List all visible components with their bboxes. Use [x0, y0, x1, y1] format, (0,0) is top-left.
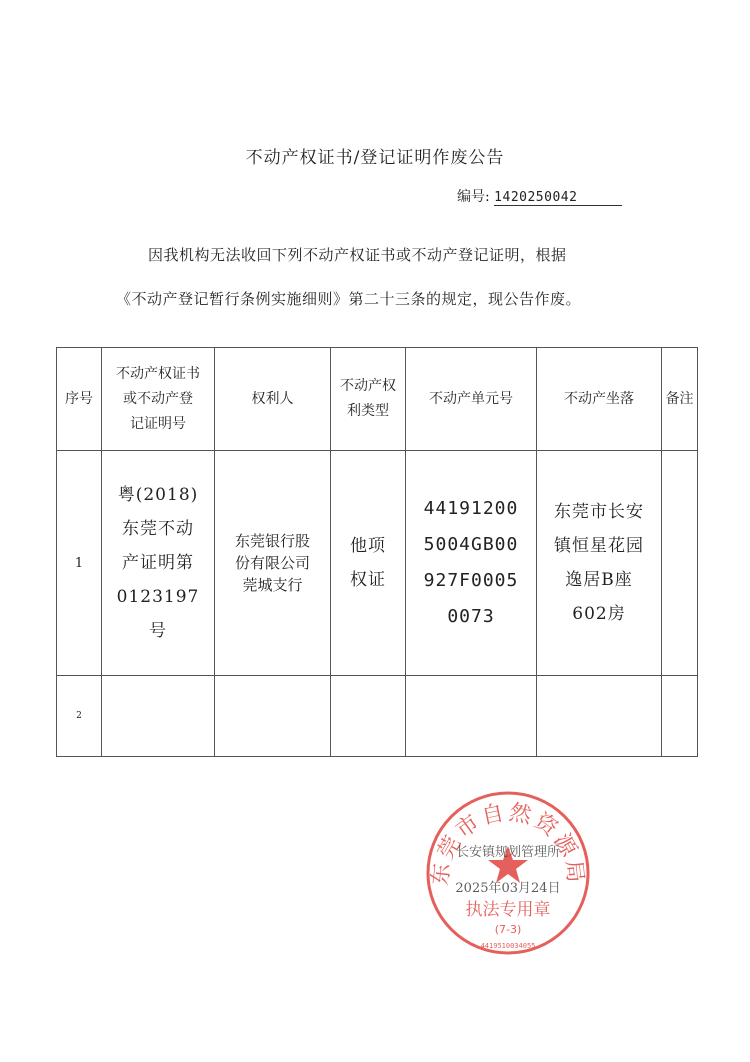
cell-location [537, 451, 662, 676]
right-type-line: 他项 [350, 536, 386, 556]
header-location: 不动产坐落 [537, 348, 662, 451]
seal-inner-line: 长安镇规划管理所 [455, 845, 561, 860]
cert-no-line: 粤(2018) [117, 485, 199, 505]
unit-no-line: 44191200 [423, 498, 519, 519]
page-title: 不动产权证书/登记证明作废公告 [245, 148, 505, 168]
seal-arc-textpath: 东莞市自然资源局 [428, 800, 588, 887]
seal-purpose: 执法专用章 [465, 900, 551, 920]
official-seal [423, 788, 593, 958]
void-certificate-table [56, 347, 698, 757]
cert-no-line: 号 [149, 621, 167, 641]
header-right-type [331, 348, 406, 451]
cert-no-line: 产证明第 [122, 553, 194, 573]
seal-serial: 4419510034055 [480, 942, 536, 950]
header-cert-no-line: 记证明号 [130, 415, 186, 432]
cell-unit-no [406, 451, 537, 676]
cell-seq: 1 [57, 451, 102, 676]
table-header-row [57, 348, 698, 451]
owner-line: 份有限公司 [234, 554, 310, 572]
cell-right-type [331, 676, 406, 757]
cert-no-line: 0123197 [116, 587, 200, 607]
location-line: 东莞市长安 [554, 502, 644, 522]
location-line: 602房 [572, 604, 626, 624]
header-cert-no-line: 不动产权证书 [116, 365, 200, 382]
header-cert-no-line: 或不动产登 [123, 390, 193, 407]
header-seq: 序号 [57, 348, 102, 451]
cell-seq: 2 [57, 676, 102, 757]
cell-right-type [331, 451, 406, 676]
cell-remark [662, 676, 698, 757]
owner-line: 莞城支行 [242, 576, 303, 594]
unit-no-line: 0073 [447, 606, 495, 627]
header-right-type-line: 不动产权 [340, 378, 396, 394]
notice-line-2: 《不动产登记暂行条例实施细则》第二十三条的规定，现公告作废。 [116, 290, 582, 308]
unit-no-line: 927F0005 [423, 570, 519, 591]
seal-date: 2025年03月24日 [455, 881, 561, 896]
doc-number [457, 186, 622, 206]
header-cert-no [102, 348, 215, 451]
cell-remark [662, 451, 698, 676]
right-type-line: 权证 [350, 570, 386, 590]
doc-number-label: 编号: [457, 189, 490, 205]
header-remark: 备注 [662, 348, 698, 451]
cell-owner [215, 451, 331, 676]
cell-owner [215, 676, 331, 757]
unit-no-line: 5004GB00 [423, 534, 519, 555]
cell-location [537, 676, 662, 757]
header-unit-no: 不动产单元号 [406, 348, 537, 451]
doc-number-value: 1420250042 [494, 190, 622, 206]
table-row [57, 451, 698, 676]
header-right-type-line: 利类型 [347, 403, 389, 419]
header-owner: 权利人 [215, 348, 331, 451]
cert-no-line: 东莞不动 [122, 519, 194, 539]
location-line: 镇恒星花园 [554, 536, 644, 556]
cell-cert-no [102, 676, 215, 757]
cell-unit-no [406, 676, 537, 757]
location-line: 逸居B座 [565, 570, 633, 590]
owner-line: 东莞银行股 [234, 532, 310, 550]
notice-line-1: 因我机构无法收回下列不动产权证书或不动产登记证明，根据 [148, 246, 567, 264]
table-row [57, 676, 698, 757]
seal-code: (7-3) [494, 923, 522, 936]
cell-cert-no [102, 451, 215, 676]
